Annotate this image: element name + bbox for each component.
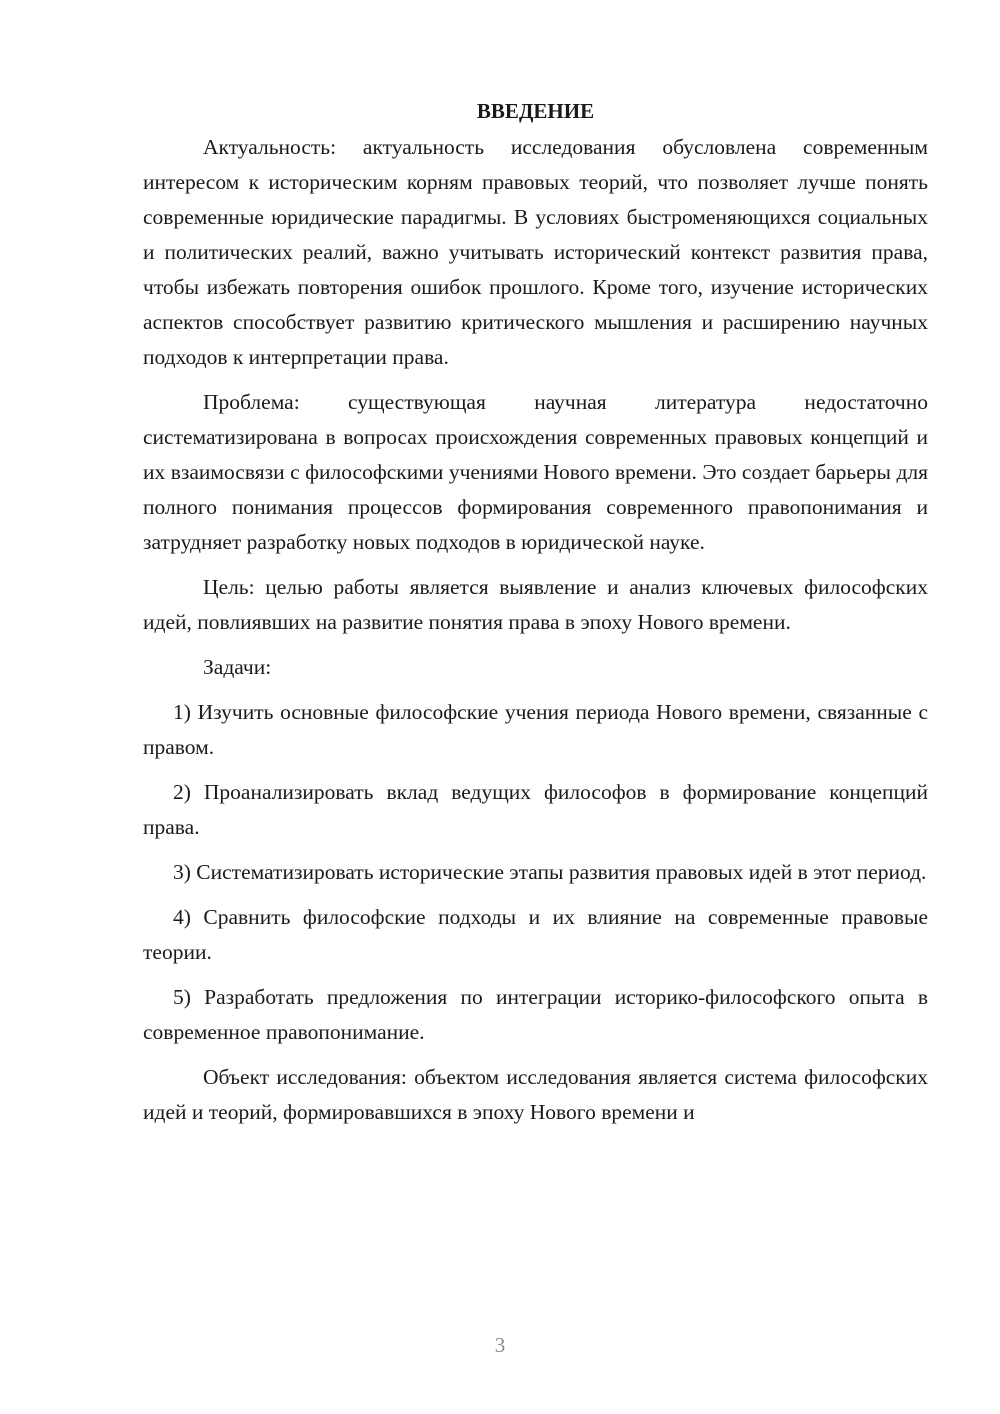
tasks-label: Задачи: — [203, 655, 272, 679]
page-content — [143, 96, 928, 1140]
relevance-paragraph: Актуальность: актуальность исследования обусловлена современным интересом к историческим корням правовых теорий, что позволяет лучше понять современные юридические парадигмы. В условиях быстроменяющихся социальных и политических реалий, важно учитывать исторический контекст развития права, чтобы избежать повторения ошибок прошлого. Кроме того, изучение исторических аспектов способствует развитию критического мышления и расширению научных подходов к интерпретации права. — [143, 135, 928, 369]
task-item: 2) Проанализировать вклад ведущих философов в формирование концепций права. — [143, 780, 928, 839]
task-item: 4) Сравнить философские подходы и их влияние на современные правовые теории. — [143, 905, 928, 964]
task-item: 5) Разработать предложения по интеграции историко-философского опыта в современное правопонимание. — [143, 985, 928, 1044]
task-item: 1) Изучить основные философские учения периода Нового времени, связанные с правом. — [143, 700, 928, 759]
page-number: 3 — [494, 1333, 506, 1357]
task-item: 3) Систематизировать исторические этапы развития правовых идей в этот период. — [173, 860, 927, 884]
problem-paragraph: Проблема: существующая научная литература недостаточно систематизирована в вопросах происхождения современных правовых концепций и их взаимосвязи с философскими учениями Нового времени. Это создает барьеры для полного понимания процессов формирования современного правопонимания и затрудняет разработку новых подходов в юридической науке. — [143, 390, 928, 554]
goal-paragraph: Цель: целью работы является выявление и анализ ключевых философских идей, повлиявших на развитие понятия права в эпоху Нового времени. — [143, 575, 928, 634]
object-paragraph: Объект исследования: объектом исследования является система философских идей и теорий, формировавшихся в эпоху Нового времени и — [143, 1065, 928, 1124]
section-heading: ВВЕДЕНИЕ — [476, 99, 595, 123]
